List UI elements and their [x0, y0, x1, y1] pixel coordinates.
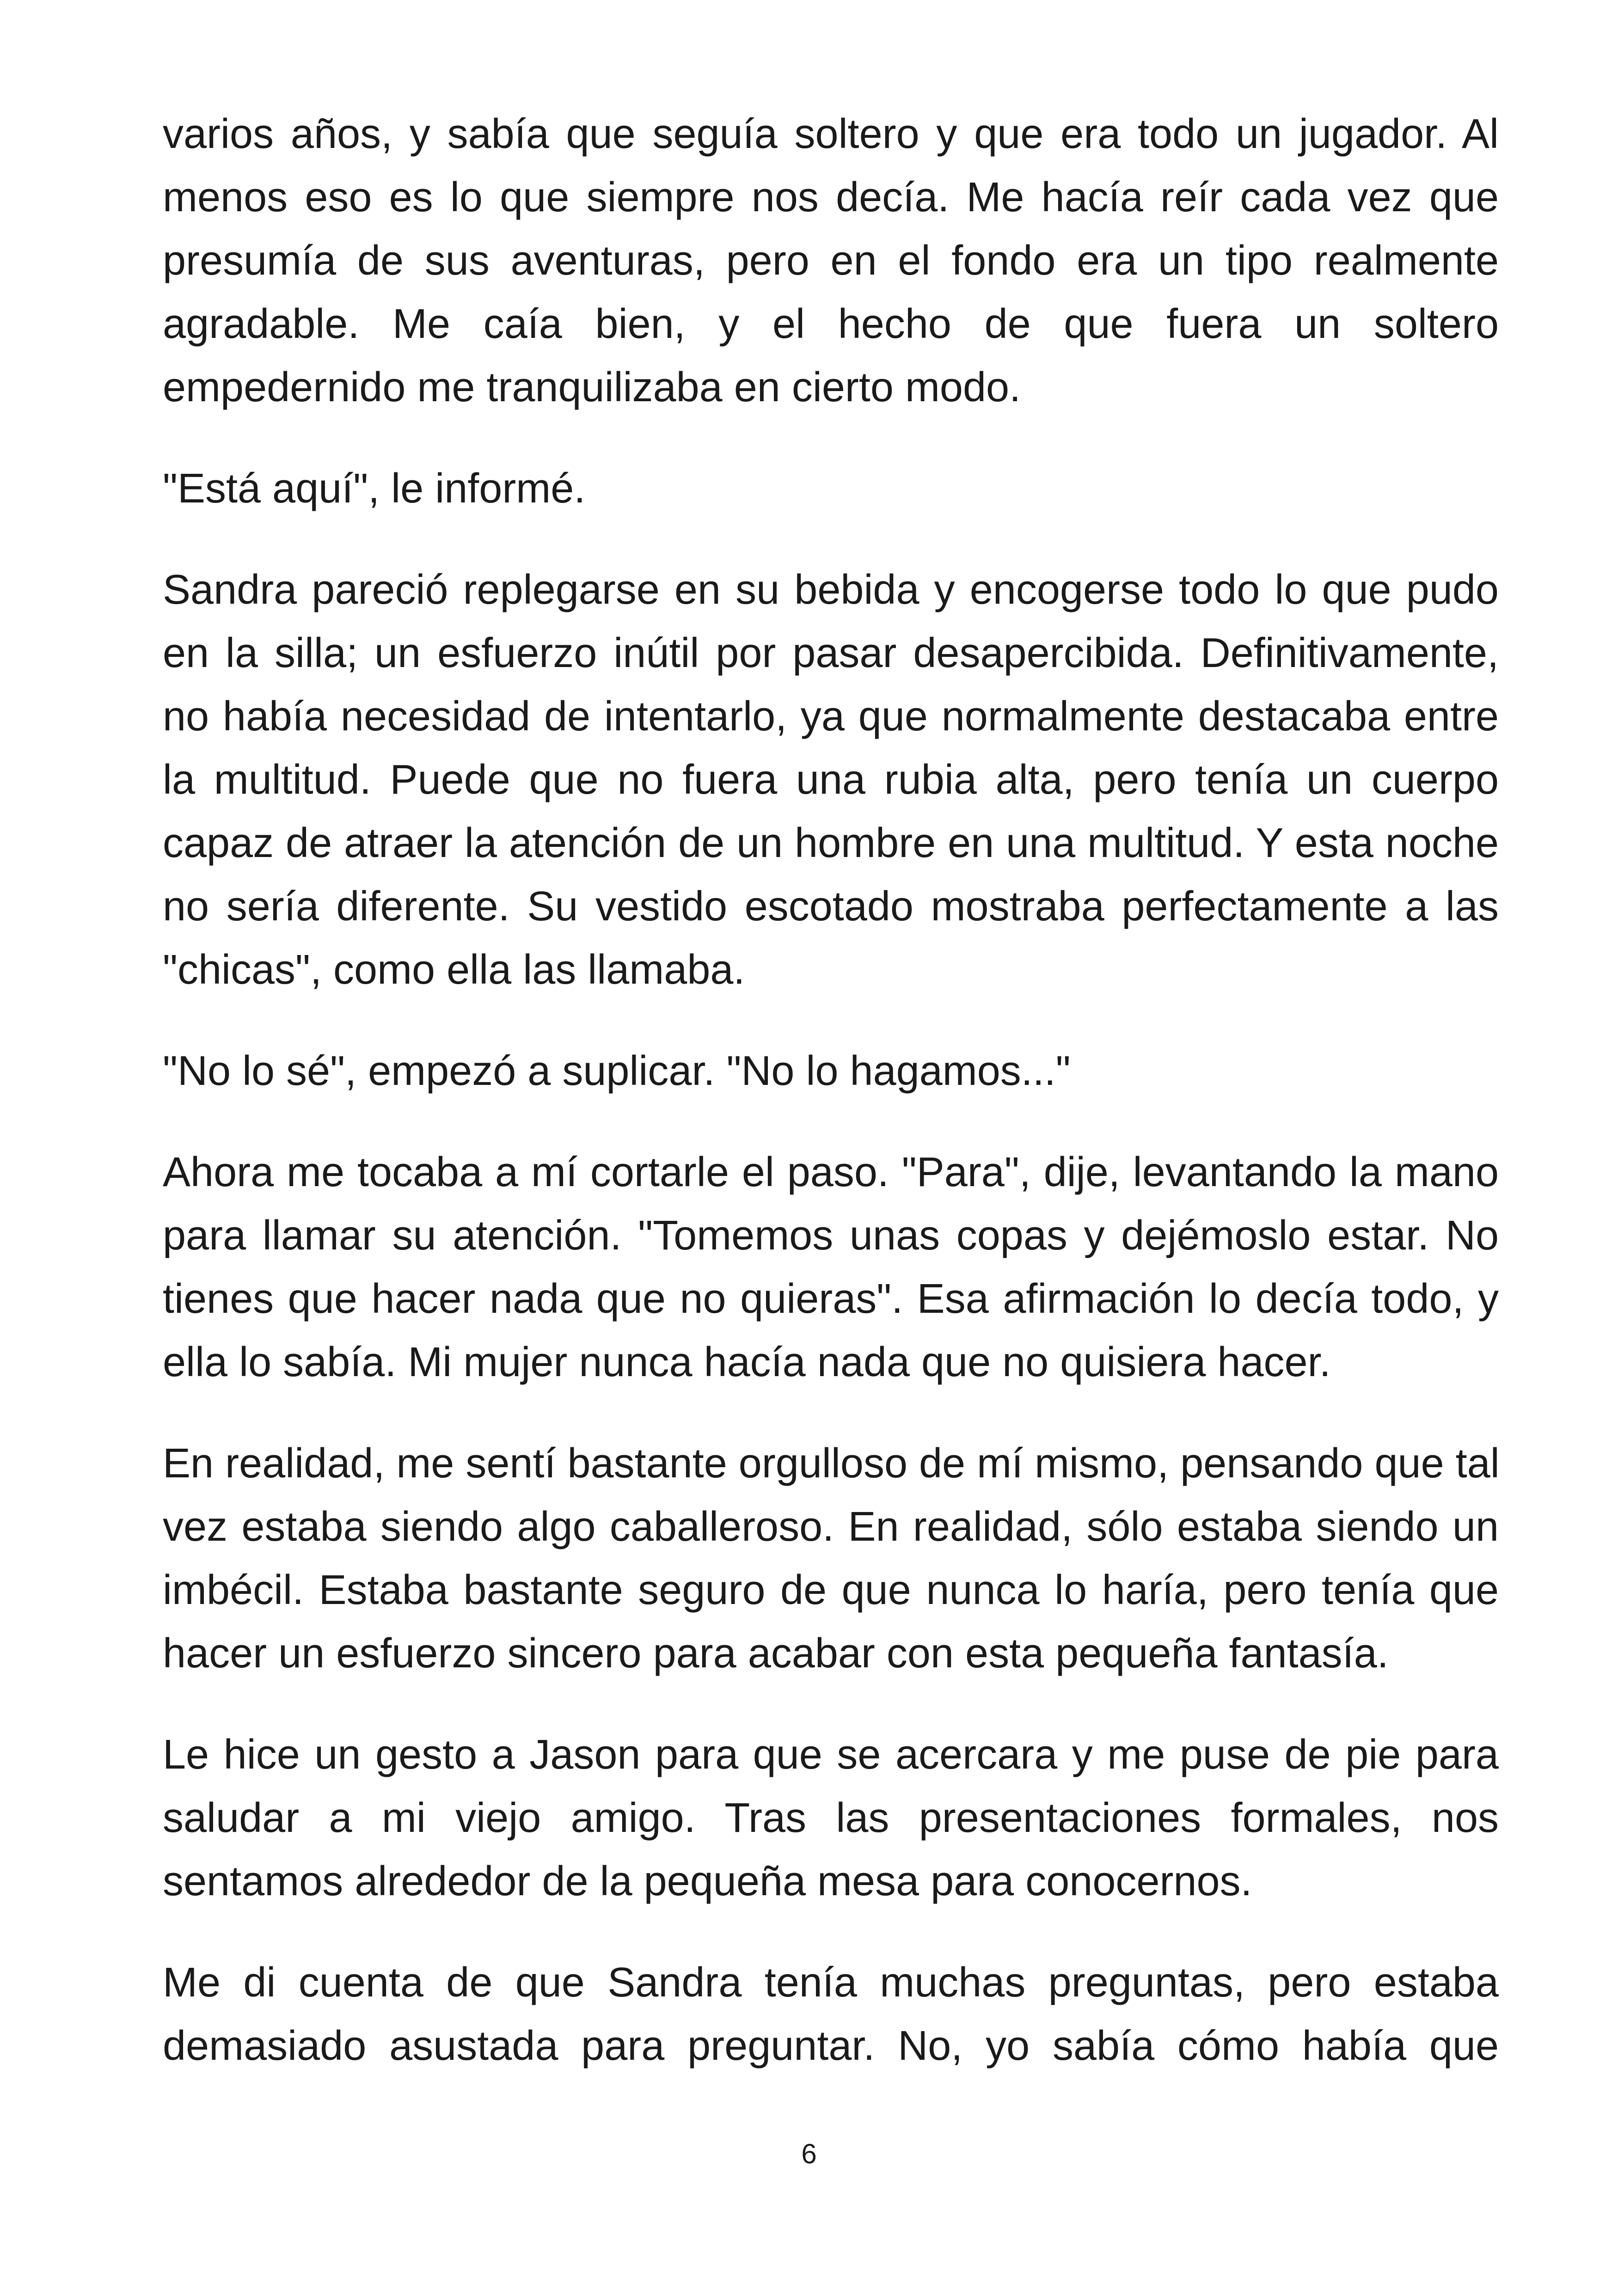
body-text	[163, 103, 1499, 2116]
text-line: sentamos alrededor de la pequeña mesa para conocernos.	[163, 1858, 1252, 1904]
text-line: la multitud. Puede que no fuera una rubia alta, pero tenía un cuerpo	[163, 757, 1499, 803]
text-line: ella lo sabía. Mi mujer nunca hacía nada que no quisiera hacer.	[163, 1339, 1331, 1385]
paragraph	[163, 558, 1499, 1002]
text-line: demasiado asustada para preguntar. No, yo sabía cómo había que	[163, 2023, 1499, 2069]
page-number: 6	[801, 2138, 817, 2169]
text-line: presumía de sus aventuras, pero en el fondo era un tipo realmente	[163, 238, 1499, 284]
paragraph	[163, 1040, 1499, 1103]
text-line: capaz de atraer la atención de un hombre en una multitud. Y esta noche	[163, 820, 1499, 866]
text-line: menos eso es lo que siempre nos decía. Me hacía reír cada vez que	[163, 174, 1499, 220]
text-line: Ahora me tocaba a mí cortarle el paso. "Para", dije, levantando la mano	[163, 1149, 1499, 1195]
paragraph	[163, 1951, 1499, 2078]
paragraph	[163, 1432, 1499, 1685]
text-line: varios años, y sabía que seguía soltero y que era todo un jugador. Al	[163, 111, 1499, 157]
paragraph	[163, 103, 1499, 419]
text-line: para llamar su atención. "Tomemos unas copas y dejémoslo estar. No	[163, 1212, 1499, 1259]
text-line: hacer un esfuerzo sincero para acabar con esta pequeña fantasía.	[163, 1630, 1389, 1677]
text-line: Sandra pareció replegarse en su bebida y encogerse todo lo que pudo	[163, 567, 1499, 613]
text-line: Le hice un gesto a Jason para que se acercara y me puse de pie para	[163, 1732, 1499, 1778]
text-line: vez estaba siendo algo caballeroso. En realidad, sólo estaba siendo un	[163, 1504, 1499, 1550]
text-line: En realidad, me sentí bastante orgulloso de mí mismo, pensando que tal	[163, 1440, 1500, 1487]
text-line: no sería diferente. Su vestido escotado mostraba perfectamente a las	[163, 883, 1499, 930]
text-line: en la silla; un esfuerzo inútil por pasar desapercibida. Definitivamente,	[163, 630, 1499, 676]
paragraph	[163, 457, 1499, 520]
text-line: Me di cuenta de que Sandra tenía muchas preguntas, pero estaba	[163, 1959, 1499, 2006]
text-line: "No lo sé", empezó a suplicar. "No lo hagamos..."	[163, 1048, 1071, 1094]
text-line: "Está aquí", le informé.	[163, 465, 586, 512]
text-line: empedernido me tranquilizaba en cierto modo.	[163, 364, 1021, 410]
text-line: "chicas", como ella las llamaba.	[163, 947, 745, 993]
text-line: agradable. Me caía bien, y el hecho de que fuera un soltero	[163, 301, 1499, 347]
text-line: tienes que hacer nada que no quieras". Esa afirmación lo decía todo, y	[163, 1276, 1499, 1322]
paragraph	[163, 1141, 1499, 1394]
text-line: imbécil. Estaba bastante seguro de que nunca lo haría, pero tenía que	[163, 1567, 1499, 1613]
text-line: saludar a mi viejo amigo. Tras las presentaciones formales, nos	[163, 1795, 1499, 1841]
text-line: no había necesidad de intentarlo, ya que normalmente destacaba entre	[163, 693, 1499, 740]
paragraph	[163, 1723, 1499, 1913]
